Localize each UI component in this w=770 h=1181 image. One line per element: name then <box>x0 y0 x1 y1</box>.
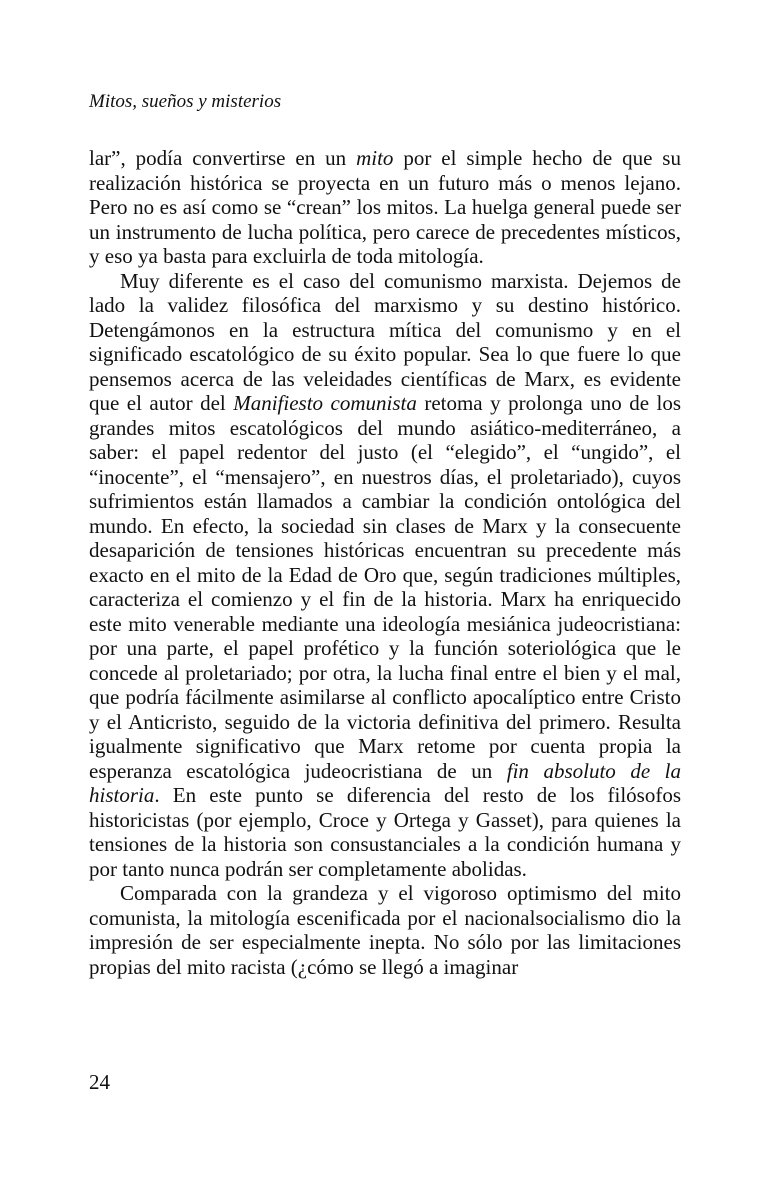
body-text <box>89 146 681 979</box>
italic-phrase: mito <box>356 146 394 170</box>
italic-phrase: Manifiesto comunista <box>233 391 417 415</box>
running-head: Mitos, sueños y misterios <box>89 91 282 112</box>
paragraph <box>89 146 681 269</box>
paragraph <box>89 881 681 979</box>
italic-phrase: fin absoluto de la historia <box>89 758 681 807</box>
page-number: 24 <box>89 1070 110 1094</box>
text-run: lar”, podía convertirse en un <box>89 146 357 170</box>
text-run: por el simple hecho de que su realización histórica se proyecta en un futuro más o menos lejano. Pero no es así como se “crean” los mitos. La huelga general puede ser un instrumento de lucha política, pero carece de precedentes místicos, y eso ya basta para excluirla de toda mitología. <box>89 146 681 268</box>
paragraph <box>89 269 681 882</box>
text-run: . En este punto se diferencia del resto de los filósofos historicistas (por ejemplo, Croce y Ortega y Gasset), para quienes la tensiones de la historia son consustanciales a la condición humana y por tanto nunca podrán ser completamente abolidas. <box>89 783 681 881</box>
text-run: Muy diferente es el caso del comunismo marxista. Dejemos de lado la validez filosófica del marxismo y su destino histórico. Detengámonos en la estructura mítica del comunismo y en el significado escatológico de su éxito popular. Sea lo que fuere lo que pensemos acerca de las veleidades científicas de Marx, es evidente que el autor del <box>89 268 681 415</box>
text-run: retoma y prolonga uno de los grandes mitos escatológicos del mundo asiático-mediterráneo, a saber: el papel redentor del justo (el “elegido”, el “ungido”, el “inocente”, el “mensajero”, en nuestros días, el proletariado), cuyos sufrimientos están llamados a cambiar la condición ontológica del mundo. En efecto, la sociedad sin clases de Marx y la consecuente desaparición de tensiones históricas encuentran su precedente más exacto en el mito de la Edad de Oro que, según tradiciones múltiples, caracteriza el comienzo y el fin de la historia. Marx ha enriquecido este mito venerable mediante una ideología mesiánica judeocristiana: por una parte, el papel profético y la función soteriológica que le concede al proletariado; por otra, la lucha final entre el bien y el mal, que podría fácilmente asimilarse al conflicto apocalíptico entre Cristo y el Anticristo, seguido de la victoria definitiva del primero. Resulta igualmente significativo que Marx retome por cuenta propia la esperanza escatológica judeocristiana de un <box>89 391 682 783</box>
text-run: Comparada con la grandeza y el vigoroso optimismo del mito comunista, la mitología escenificada por el nacionalsocialismo dio la impresión de ser especialmente inepta. No sólo por las limitaciones propias del mito racista (¿cómo se llegó a imaginar <box>89 881 681 979</box>
